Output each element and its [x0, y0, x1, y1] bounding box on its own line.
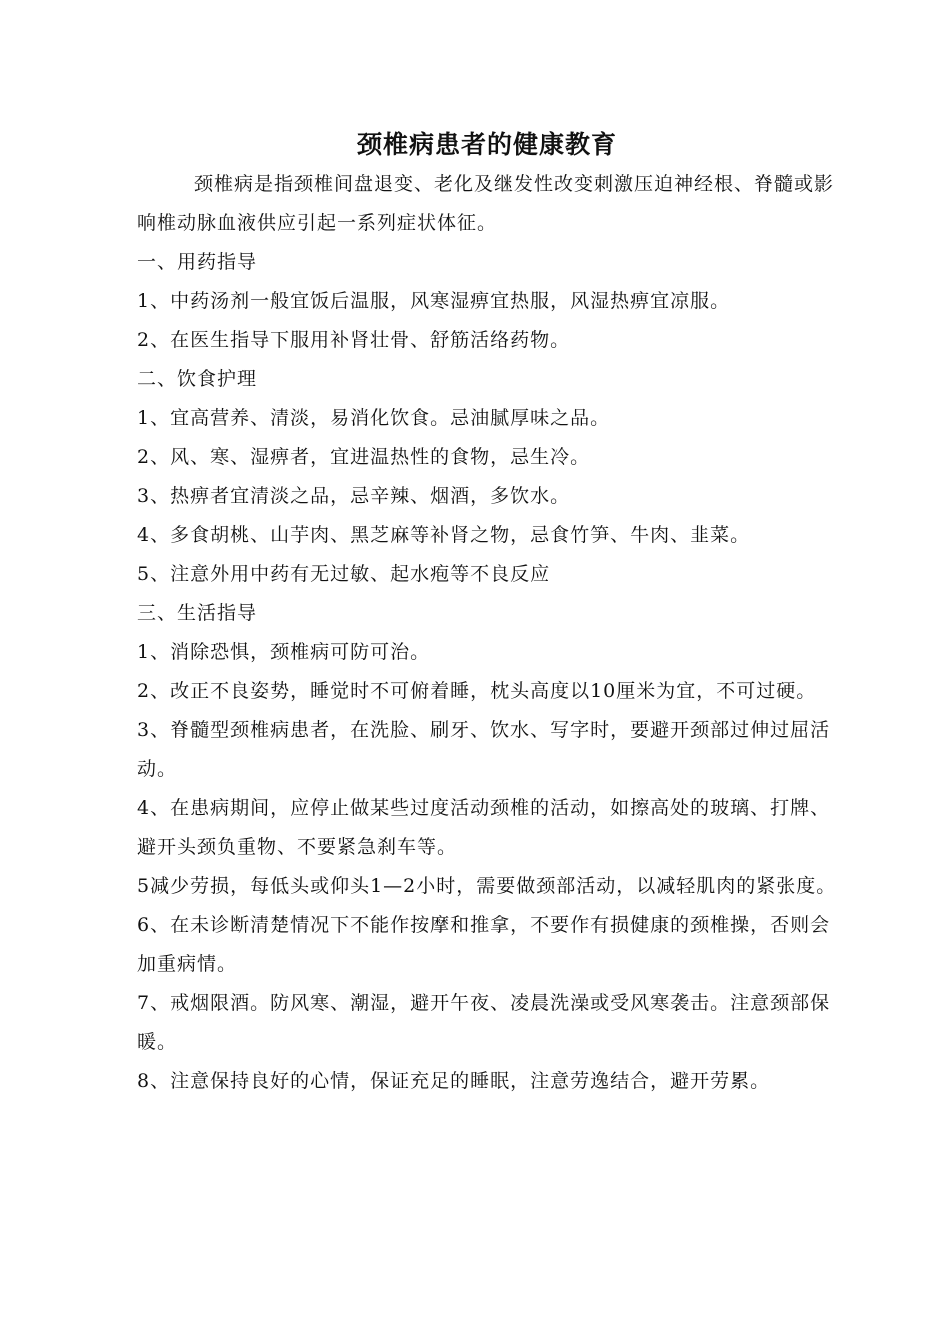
list-item: 3、热痹者宜清淡之品，忌辛辣、烟酒，多饮水。: [137, 485, 571, 507]
list-item: 8、注意保持良好的心情，保证充足的睡眠，注意劳逸结合，避开劳累。: [137, 1070, 771, 1092]
section-heading-lifestyle: 三、生活指导: [137, 602, 258, 624]
document-page: [137, 125, 837, 1101]
list-item: 4、在患病期间，应停止做某些过度活动颈椎的活动，如擦高处的玻璃、打牌、避开头颈负重物、不要紧急刹车等。: [137, 797, 831, 858]
list-item: 3、脊髓型颈椎病患者，在洗脸、刷牙、饮水、写字时，要避开颈部过伸过屈活动。: [137, 719, 831, 780]
list-item: 6、在未诊断清楚情况下不能作按摩和推拿，不要作有损健康的颈椎操，否则会加重病情。: [137, 914, 831, 975]
list-item: 1、消除恐惧，颈椎病可防可治。: [137, 641, 431, 663]
list-item: 1、中药汤剂一般宜饭后温服，风寒湿痹宜热服，风湿热痹宜凉服。: [137, 290, 731, 312]
list-item: 5减少劳损，每低头或仰头1—2小时，需要做颈部活动，以减轻肌肉的紧张度。: [137, 875, 837, 897]
list-item: 1、宜高营养、清淡，易消化饮食。忌油腻厚味之品。: [137, 407, 611, 429]
list-item: 2、改正不良姿势，睡觉时不可俯着睡，枕头高度以10厘米为宜，不可过硬。: [137, 680, 817, 702]
document-title: 颈椎病患者的健康教育: [356, 130, 617, 159]
list-item: 5、注意外用中药有无过敏、起水疱等不良反应: [137, 563, 551, 585]
list-item: 2、在医生指导下服用补肾壮骨、舒筋活络药物。: [137, 329, 571, 351]
list-item: 4、多食胡桃、山芋肉、黑芝麻等补肾之物，忌食竹笋、牛肉、韭菜。: [137, 524, 751, 546]
section-heading-diet: 二、饮食护理: [137, 368, 258, 390]
list-item: 2、风、寒、湿痹者，宜进温热性的食物，忌生冷。: [137, 446, 591, 468]
list-item: 7、戒烟限酒。防风寒、潮湿，避开午夜、凌晨洗澡或受风寒袭击。注意颈部保暖。: [137, 992, 831, 1053]
intro-paragraph: 颈椎病是指颈椎间盘退变、老化及继发性改变刺激压迫神经根、脊髓或影响椎动脉血液供应引起一系列症状体征。: [137, 173, 835, 234]
section-heading-medication: 一、用药指导: [137, 251, 258, 273]
